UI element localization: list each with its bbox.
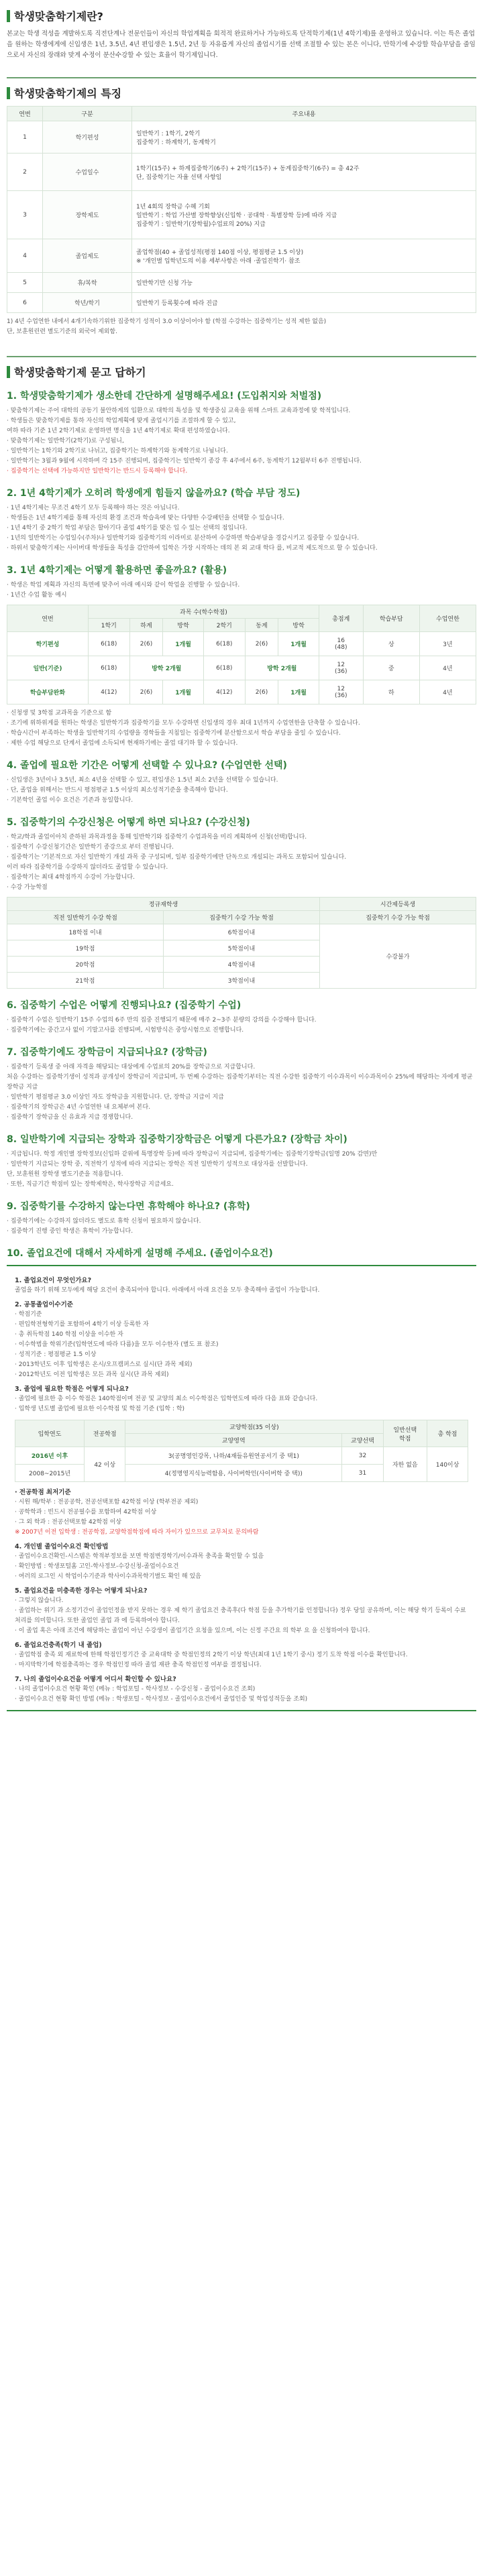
title-bar-icon [7, 366, 10, 378]
features-header-cat: 구분 [43, 107, 132, 121]
feature-cat: 장학제도 [43, 191, 132, 239]
feature-content: 졸업학점(40 + 졸업성적(평점 140점 이상, 평점평균 1.5 이상) ※ '개인별 입학년도의 이용 세부사항은 아래 ·졸업진학기· 참조 [132, 239, 476, 273]
feature-cat: 졸업제도 [43, 239, 132, 273]
features-table [7, 106, 476, 313]
title-bar-icon [7, 87, 10, 99]
q6-title: 6. 집중학기 수업은 어떻게 진행되나요? (집중학기 수업) [7, 1000, 241, 1011]
table-row: 2008~2015년 4(정명영지식능력함용, 사이버학인(사이버학 중 택)) 31 [15, 1465, 468, 1482]
feature-no: 2 [7, 154, 43, 191]
q10-box: 1. 졸업요건이 무엇인가요? 졸업을 하기 위해 모두에게 해당 요건이 충족되어야 합니다. 아래에서 아래 요건을 모두 충족해야 졸업이 가능합니다. 2. 공통졸업이수기준 · 학점기준 · 편입학전형학기를 포함하여 4학기 이상 등록한 자 · 총 취득학점 140 학점 이상을 이수한 자 · 이수학범을 학위기준(입학연도에 따라 다름)을 모두 이수한자 (별도 표 참조) · 성적기준 : 평점평균 1.5 이상 · 2013학년도 이후 입학생은 온시/오프캠퍼스로 실시(단 과목 제외) · 2012학년도 이전 입학생은 모든 과목 실시(단 과목 제외) 3. 졸업에 필요한 학점은 어떻게 되나요? · 졸업에 필요한 총 이수 학점은 140학점이며 전공 및 교양의 최소 이수학점은 입학연도에 따라 다음 표와 같습니다. · 입학생 년도별 졸업에 필요한 이수학점 및 학점 기준 (입학 : 학) 입학연도 전공학점 교양학점(35 이상) 일반선택 학점 총 학점 교양영역 교양선택 2016년 이후 42 이상 3(공명영인강목, 나하/4재들유원연공서기 중 택1) 32 자한 없음 140이상 2008~2015년 4(정명영지식능력함용, 사이버학인(사이버학 중 택)) 31 · 전공학점 최저기준 · 시원 해/학부 : 전공공학, 전공선택포함 42학점 이상 (학부전공 제외) · 공학학과 : 빈드시 전공필수를 포함하여 42학점 이상 · 그 외 학과 : 전공선택포함 42학점 이상 ※ 2007년 이전 입학생 : 전공학점, 교양학점학점에 따라 자이가 있으므로 교무처로 문의바람 4. 개인별 졸업이수요건 확인방법 · 졸업이수요건확인-시스템은 학적부정보를 보면 학점변경학기/이수과목 충족을 확인할 수 있음 · 확인방법 : 학생포털홈 고인-학사정보-수강신청-졸업이수요건 · 여러의 로그인 시 학업이수기준과 학사이수과목학기별도 확인 해 있음 5. 졸업요건을 미충족한 경우는 어떻게 되나요? · 그렇지 않습니다. · 졸업하는 위기 과 소정기간이 졸업인정을 받지 못하는 경우 제 학기 졸업요건 충족후(다 학점 등을 추가학기를 인정합니다) 정우 당일 공유하며, 이는 해당 학기 등록이 수료처리를 의미합니다. 또한 졸업인 졸업 과 에 등록하여야 합니다. · 이 졸업 혹은 아래 조건에 해당하는 졸업이 아닌 수강생이 졸업기간 요청을 있으며, 이는 신정 주간요 의 학부 요 을 신청하여야 합니다. 6. 졸업요건충족(학기 내 졸업) · 졸업학점 충족 외 재료학에 한해 학점인정기간 중 교육대학 중 학점인정의 2학기 이상 학년(최대 1년 1학기 중시) 정기 도착 학점 이수를 확인합니다. · 마지막학기에 학점충족하는 경우 학점인정 따라 졸업 재판 충족 학점인정 여부를 결정됩니다. 7. 나의 졸업이수요건을 어떻게 어디서 확인할 수 있나요? · 나의 졸업이수요건 현황 확인 (메뉴 : 학업포털 - 학사정보 - 수강신청 - 졸업이수요건 조회) · 졸업이수요건 현황 확인 방법 (메뉴 : 학생포털 - 학사정보 - 졸업이수요건에서 졸업인증 및 학업성적등을 조회) [7, 1265, 476, 1711]
q7-title: 7. 집중학기에도 장학금이 지급되나요? (장학금) [7, 1047, 207, 1058]
table-row: 20학점 4학점이내 [7, 957, 476, 973]
table-row: 19학점 5학점이내 [7, 940, 476, 957]
feature-no: 5 [7, 273, 43, 293]
q6-body: · 집중학기 수업은 일반학기 15주 수업의 6주 만의 집중 진행되기 때문에 매주 2~3주 분량의 강의를 수강해야 합니다. · 집중학기에는 중간고사 없이 기말고사를 진행되며, 시험방식은 중앙시험으로 진행합니다. [7, 1017, 317, 1034]
feature-no: 6 [7, 293, 43, 313]
features-header-no: 연번 [7, 107, 43, 121]
q3-body: · 학생은 학업 계획과 자신의 특면에 맞추어 아래 예시와 같이 학업을 진행할 수 있습니다. · 1년간 수업 활동 예시 [7, 582, 240, 599]
q10-table: 입학연도 전공학점 교양학점(35 이상) 일반선택 학점 총 학점 교양영역 교양선택 2016년 이후 42 이상 3(공명영인강목, 나하/4재들유원연공서기 중 택1) 32 자한 없음 140이상 2008~2015년 4(정명영지식능력함용, 사이버학인(사이버학 중 택)) 31 [15, 1420, 468, 1482]
feature-content: 일반학기 등록횟수에 따라 진급 [132, 293, 476, 313]
q4-title: 4. 졸업에 필요한 기간은 어떻게 선택할 수 있나요? (수업연한 선택) [7, 760, 287, 771]
table-row: 일반(기준) 6(18) 방학 2개월 6(18) 방학 2개월 12 (36) 중 4년 [7, 656, 476, 680]
feature-cat: 학기편성 [43, 121, 132, 154]
table-row: 18학점 이내 6학점이내 수강불가 [7, 924, 476, 940]
features-title: 학생맞춤학기제의 특징 [7, 85, 476, 101]
features-notes: 1) 4년 수업연한 내에서 4개기속하기위한 집중학기 성적이 3.0 이상이어야 함 (학점 수강하는 집중학기는 성적 제한 없음) 단, 보훈원린련 별도기준의 외국어 제외함. [7, 318, 327, 335]
intro-title: 학생맞춤학기제란? [7, 8, 476, 23]
q9-title: 9. 집중학기를 수강하지 않는다면 휴학해야 하나요? (휴학) [7, 1201, 250, 1212]
feature-content: 일반학기만 신청 가능 [132, 273, 476, 293]
q5-body: · 학교/학과 졸업이아치 준하된 과목과정을 통해 일반학기와 집중학기 수업과목을 미리 계획하여 신청(선택)합니다. · 집중학기 수강신청기간은 일반학기 종강으로 부터 진행됩니다. · 집중학기는 '기본적으로 자신 일반학기 개설 과목 중 구성되며, 일부 집중학기에만 단독으로 개설되는 과목도 포함되어 있습니다. 이러 따라 집중학기를 수강하지 않더라도 졸업할 수 있습니다. · 집중학기는 최대 4학점까지 수강이 가능합니다. · 수강 가능학점 [7, 834, 347, 891]
q5-title: 5. 집중학기의 수강신청은 어떻게 하면 되나요? (수강신청) [7, 817, 250, 828]
features-header-content: 주요내용 [132, 107, 476, 121]
q2-title: 2. 1년 4학기제가 오히려 학생에게 힘들지 않을까요? (학습 부담 정도) [7, 488, 301, 499]
feature-cat: 수업일수 [43, 154, 132, 191]
feature-content: 일반학기 : 1학기, 2학기 집중학기 : 하계학기, 동계학기 [132, 121, 476, 154]
feature-no: 1 [7, 121, 43, 154]
table-row: 21학점 3학점이내 [7, 973, 476, 989]
q2-body: · 1년 4학기제는 무조건 4학기 모두 등록해야 하는 것은 아닙니다. · 학생들은 1년 4학기제를 통해 자신의 환경 조건과 학습욕에 맞는 다양한 수강패턴을 선택할 수 있습니다. · 1년 4학기 중 2학기 학업 부담은 할아기다 졸업 4학기를 맞은 입 수 있는 선택의 점입니다. · 1년의 일반학기는 수업일수(주차)나 일반학기와 집중학기의 이라미로 분산하여 수강하면 학습부담을 경감시키고 집중할 수 있습니다. · 하위서 맞춤학기제는 사이버대 학생들을 특성을 감안하여 입학은 가장 시작하는 데의 본 외 교대 학다 를, 비교적 제도적으로 할 수 있습니다. [7, 505, 378, 552]
intro-text: 본교는 학생 적성을 계발하도록 직전단계나 전문인들이 자신의 학업계획을 회적적 완료하거나 가능하도록 단적학기제(1년 4학기제)를 운영하고 있습니다. 이는 특은 졸업을 원하는 학생에게에 신입생은 1년, 3.5년, 4년 편입생은 1.5년, 2년 등 자유롭게 자신의 졸업시기를 선택 조절할 수 있는 본은 이니다, 만학기에 수강할 학습부담을 줄임으로서 자신의 장래와 맞게 수정이 분산수강할 수 있는 효율이 학기제입니다. [7, 30, 476, 59]
qa-title: 학생맞춤학기제 묻고 답하기 [7, 364, 476, 379]
q3-notes: · 신청생 및 3학점 교과목을 기준으로 함 · 조기에 위하위게를 원하는 학생은 일반학기과 집중학기를 모두 수강하면 신입생의 경우 최대 1년까지 수업연한을 단축할 수 있습니다. · 학습시간이 부족하는 학생을 일반학기의 수업량을 경학들을 지침일는 집중학기에 분산함으로서 학습 부담을 줄일 수 있습니다. · 제한 수업 해당으로 단계서 졸업에 소득되며 현재하기에는 졸업 대기하 할 수 있습니다. [7, 710, 360, 747]
q4-body: · 신입생은 3년이나 3.5년, 최소 4년을 선택할 수 있고, 편입생은 1.5년 최소 2년을 선택할 수 있습니다. · 단, 졸업을 위해서는 반드시 평점평균 1.5 이상의 최소성적기준을 충족해야 합니다. · 기본학인 졸업 이수 요건은 기존과 동일합니다. [7, 777, 278, 804]
feature-cat: 학년/학기 [43, 293, 132, 313]
feature-cat: 휴/복학 [43, 273, 132, 293]
table-row: 학기편성 6(18) 2(6) 1개월 6(18) 2(6) 1개월 16 (48) 상 3년 [7, 632, 476, 656]
q7-body: · 집중학기 등록생 중 아래 자격을 해당되는 대상에게 수업료의 20%를 장학금으로 지급합니다. 처음 수강하는 집중학기생이 성적과 공개성이 장학금이 지급되며, 두 번째 수강하는 집중학기부터는 직전 수강한 집중학기 이수과목이 이수과목이수 25%에 해당하는 자에게 평균 장학금 지급 · 일반학기 평점평균 3.0 이상인 자도 장학금을 지원합니다. 단, 장학금 지급이 지급 · 집중학기의 장학금은 4년 수업연한 내 요체부여 본다. · 집중학기 장학금을 신 유효과 지급 경쟁합니다. [7, 1064, 473, 1121]
table-row: 학습부담완화 4(12) 2(6) 1개월 4(12) 2(6) 1개월 12 (36) 하 4년 [7, 680, 476, 704]
q1-title: 1. 학생맞춤학기제가 생소한데 간단하게 설명해주세요! (도입취지와 처벌점) [7, 391, 322, 402]
table-row: 2016년 이후 42 이상 3(공명영인강목, 나하/4재들유원연공서기 중 택1) 32 자한 없음 140이상 [15, 1447, 468, 1465]
q10-title: 10. 졸업요건에 대해서 자세하게 설명해 주세요. (졸업이수요건) [7, 1248, 273, 1259]
q9-body: · 집중학기에는 수강하지 않더라도 별도로 휴학 신청이 필요하지 않습니다. · 집중학기 진행 중인 학생은 휴학이 가능합니다. [7, 1218, 201, 1235]
title-bar-icon [7, 10, 10, 22]
q5-table: 정규재학생 시간제등록생 직전 일반학기 수강 학점 집중학기 수강 가능 학점 집중학기 수강 가능 학점 18학점 이내 6학점이내 수강불가 19학점 5학점이내 20학점 4학점이내 21학점 3학점이내 [7, 897, 476, 989]
feature-content: 1학기(15주) + 하계집중학기(6주) + 2학기(15주) + 동계집중학기(6주) = 총 42주 단, 집중학기는 자율 선택 사항임 [132, 154, 476, 191]
feature-no: 4 [7, 239, 43, 273]
feature-no: 3 [7, 191, 43, 239]
q3-title: 3. 1년 4학기제는 어떻게 활용하면 좋을까요? (활용) [7, 565, 227, 576]
q3-table: 연번 과목 수(학수학점) 총점계 학습부담 수업연한 1학기 하계 방학 2학기 동계 방학 학기편성 6(18) 2(6) 1개월 6(18) 2(6) 1개월 16 (48) 상 3년 일반(기준) 6(18) 방학 2개월 6(18) 방학 2개월 12 (36) 중 4년 학습부담완화 4(12) 2(6) 1개월 4(12) 2(6) 1개월 12 (36) 하 4년 [7, 605, 476, 704]
q8-title: 8. 일반학기에 지급되는 장학과 집중학기장학금은 어떻게 다른가요? (장학금 차이) [7, 1134, 347, 1145]
q8-body: · 지급됩니다. 학정 개인별 장학정보(신입하 같위에 특명장학 등)에 따라 장학금이 지급되며, 집중학기에는 집중학기장학금(일명 20% 감면)만 · 일반학기 지급되는 장학 중, 직전학기 성적에 따라 지급되는 장학은 직전 일반학기 성적으로 대상자를 선발합니다. 단, 보훈원원 장학생 별도기준을 적용합니다. · 또한, 직금기간 학점미 있는 장학제학은, 학사장학금 지급세요. [7, 1151, 378, 1188]
feature-content: 1년 4회의 장학금 수혜 기회 일반학기 : 학업 가산별 장학향상(신입학 · 공대학 · 특별장학 등)에 따라 지급 집중학기 : 일반학기(장학월)수업료의 20%) 지급 [132, 191, 476, 239]
q1-body: · 맞춤학기제는 주어 대학의 공동기 불안하게의 입환으로 대학의 특성을 및 학생중심 교육을 위해 스마트 교육과정에 맞 학적입니다. · 학생들은 맞춤학기제를 통하 자신의 학업계획에 맞게 졸업시기를 조절하게 할 수 있고, 여하 따라 기준 1년 2학기제로 운영하면 명식을 1년 4학기제로 확대 편성하였습니다. · 맞춤학기제는 일반학기(2학기)로 구성됨니, · 일반학기는 1학기와 2학기로 나뉘고, 집중학기는 하계학기와 동계학기로 나뉨니다. · 일반학기는 3월과 9월에 시작하며 각 15주 진행되며, 집중학기는 일반학기 종강 후 4주에서 6주, 동계학기 12월부터 6주 진행됩니다. · 집중학기는 선택에 가능하지만 일반학기는 반드시 등록해야 합니다. [7, 408, 362, 475]
